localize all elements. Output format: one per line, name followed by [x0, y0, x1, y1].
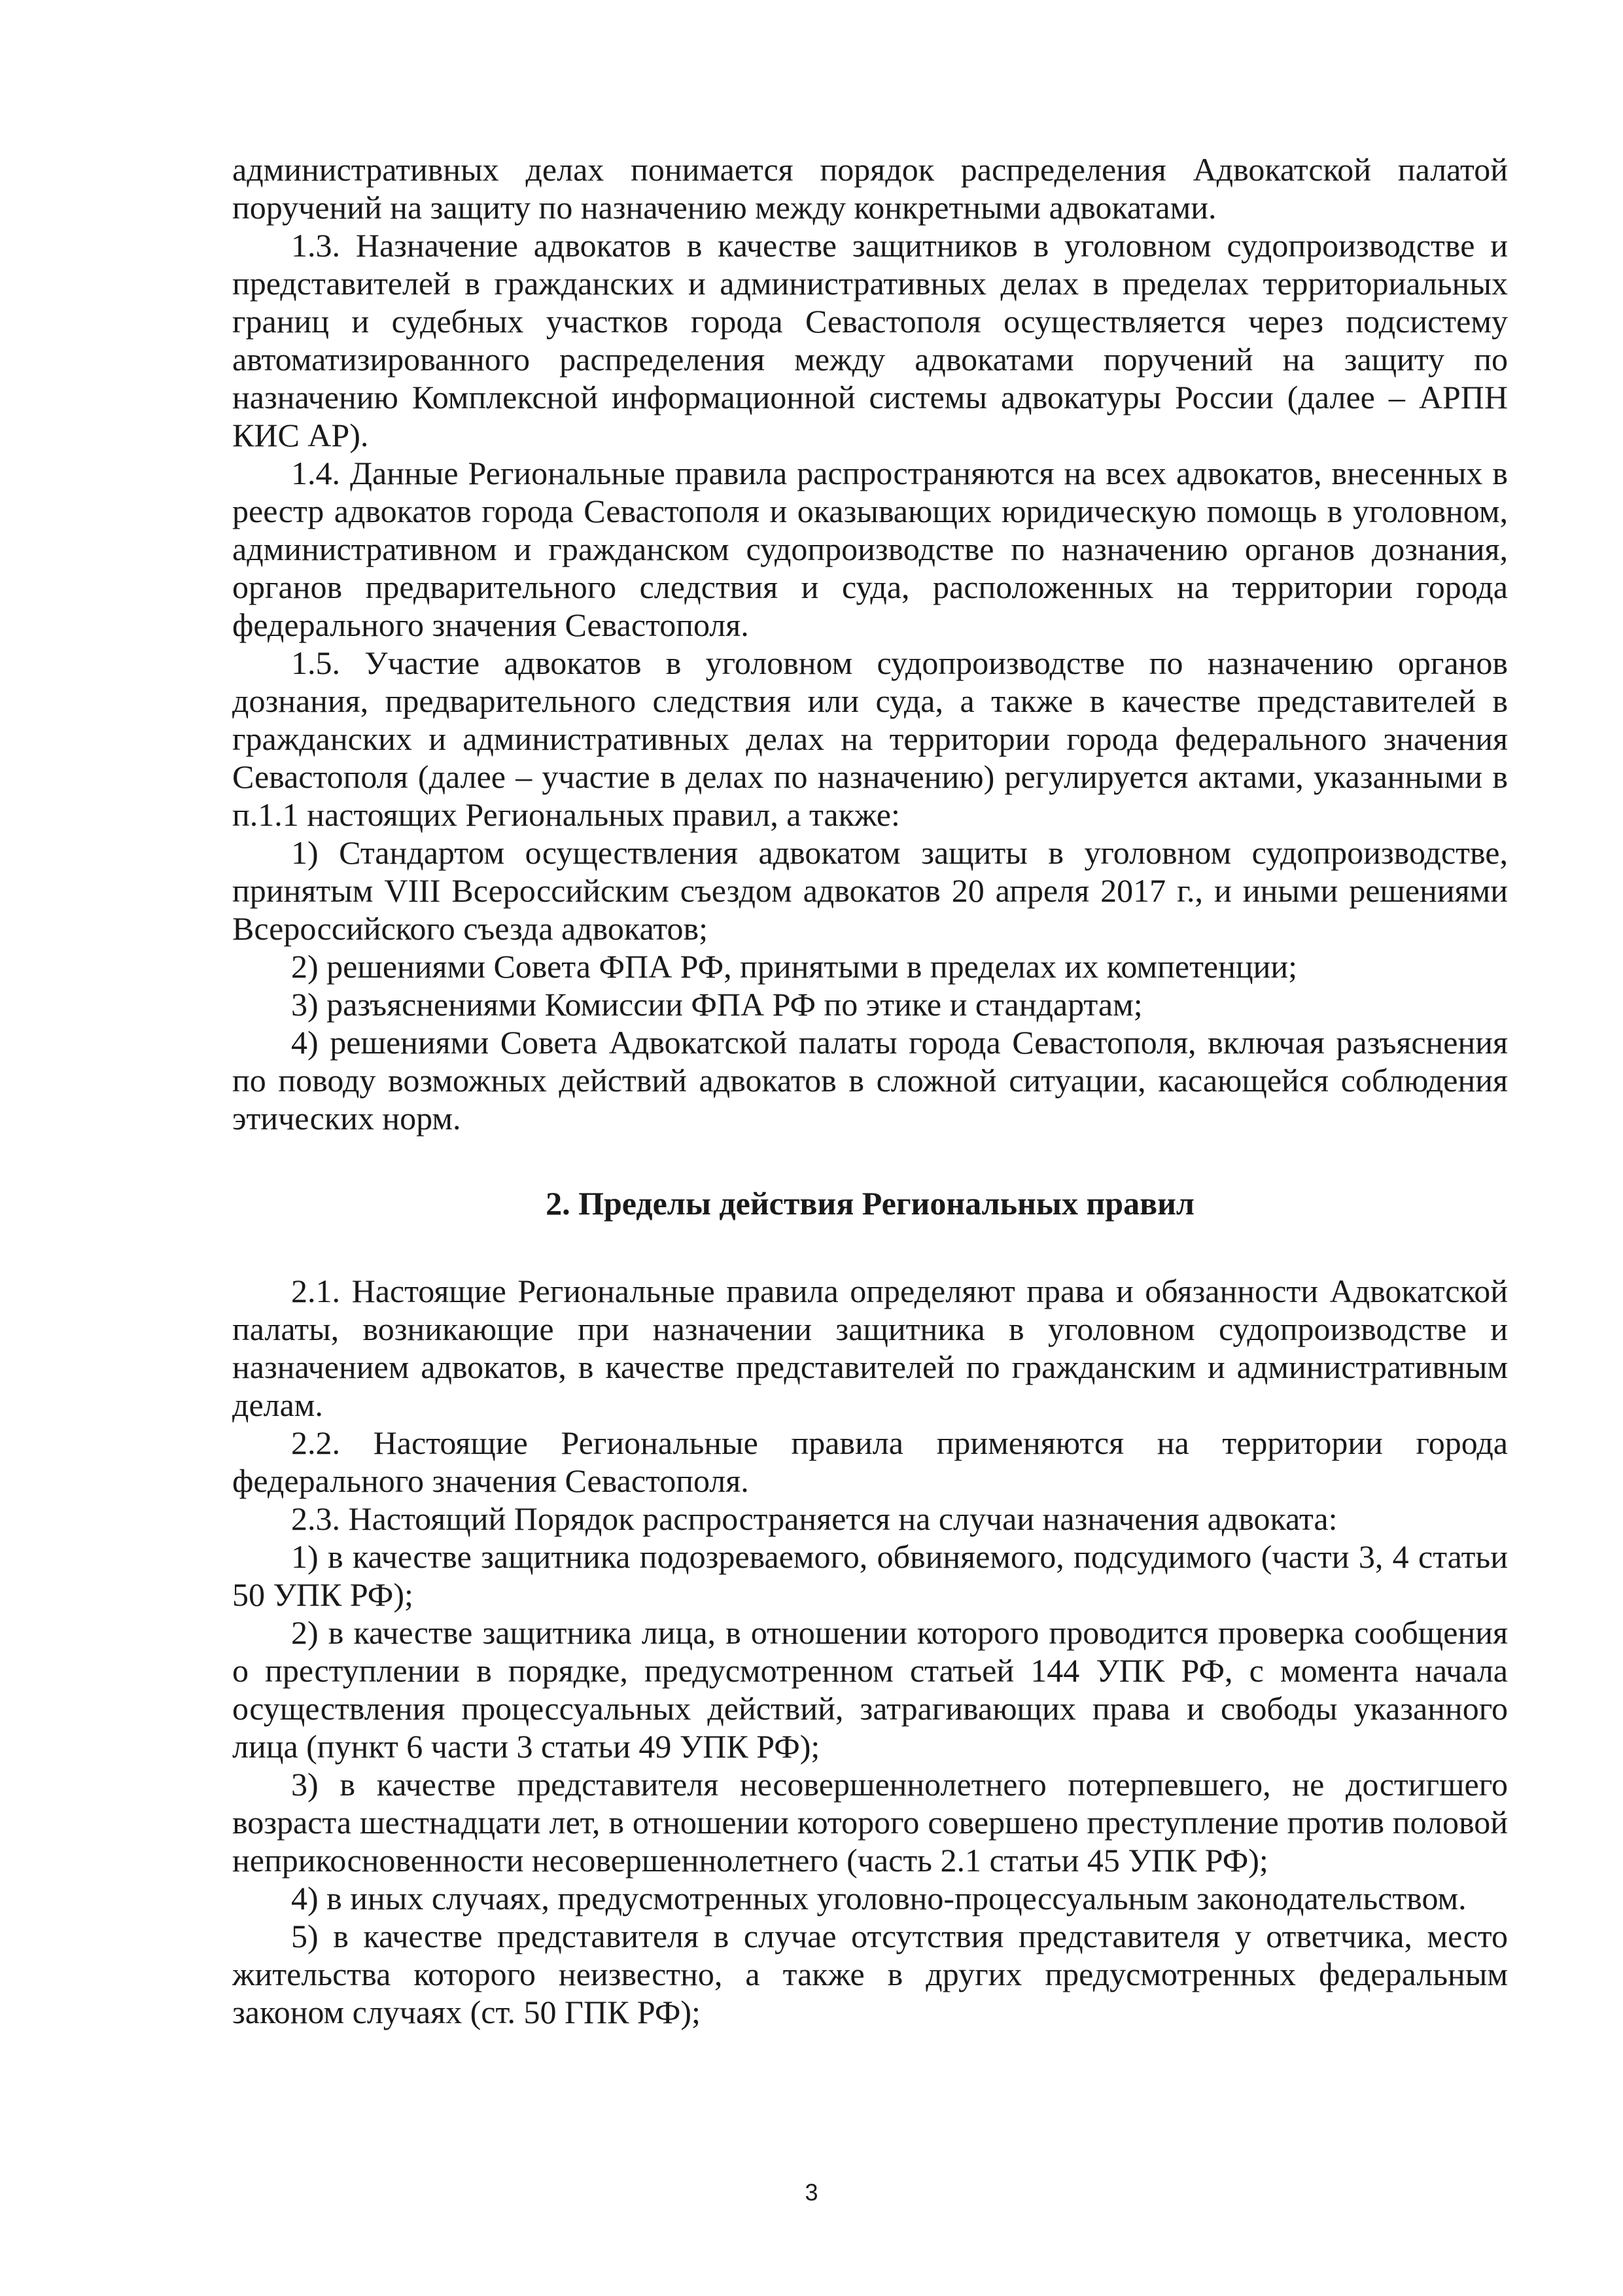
list-item-1-5-3: 3) разъяснениями Комиссии ФПА РФ по этике и стандартам;: [291, 986, 1143, 1023]
list-item-1-5-2: 2) решениями Совета ФПА РФ, принятыми в пределах их компетенции;: [291, 948, 1298, 985]
document-body: [232, 150, 1508, 2031]
page-number: 3: [805, 2179, 818, 2206]
paragraph-1-4: 1.4. Данные Региональные правила распространяются на всех адвокатов, внесенных в реестр адвокатов города Севастополя и оказывающих юридическую помощь в уголовном, административном и гражданском судопроизводстве по назначению органов дознания, органов предварительного следствия и суда, расположенных на территории города федерального значения Севастополя.: [232, 455, 1508, 643]
list-item-2-3-2: 2) в качестве защитника лица, в отношении которого проводится проверка сообщения о преступлении в порядке, предусмотренном статьей 144 УПК РФ, с момента начала осуществления процессуальных действий, затрагивающих права и свободы указанного лица (пункт 6 части 3 статьи 49 УПК РФ);: [232, 1614, 1508, 1765]
paragraph-2-3: 2.3. Настоящий Порядок распространяется на случаи назначения адвоката:: [291, 1500, 1338, 1537]
paragraph-1-5: 1.5. Участие адвокатов в уголовном судопроизводстве по назначению органов дознания, предварительного следствия или суда, а также в качестве представителей в гражданских и административных делах на территории города федерального значения Севастополя (далее – участие в делах по назначению) регулируется актами, указанными в п.1.1 настоящих Региональных правил, а также:: [232, 645, 1508, 833]
paragraph-continuation: административных делах понимается порядок распределения Адвокатской палатой поручений на защиту по назначению между конкретными адвокатами.: [232, 151, 1508, 226]
paragraph-2-1: 2.1. Настоящие Региональные правила определяют права и обязанности Адвокатской палаты, возникающие при назначении защитника в уголовном судопроизводстве и назначением адвокатов, в качестве представителей по гражданским и административным делам.: [232, 1273, 1508, 1423]
list-item-1-5-1: 1) Стандартом осуществления адвокатом защиты в уголовном судопроизводстве, принятым VIII Всероссийским съездом адвокатов 20 апреля 2017 г., и иными решениями Всероссийского съезда адвокатов;: [232, 834, 1508, 947]
paragraph-1-3: 1.3. Назначение адвокатов в качестве защитников в уголовном судопроизводстве и представителей в гражданских и административных делах в пределах территориальных границ и судебных участков города Севастополя осуществляется через подсистему автоматизированного распределения между адвокатами поручений на защиту по назначению Комплексной информационной системы адвокатуры России (далее – АРПН КИС АР).: [232, 227, 1508, 453]
list-item-2-3-3: 3) в качестве представителя несовершеннолетнего потерпевшего, не достигшего возраста шестнадцати лет, в отношении которого совершено преступление против половой неприкосновенности несовершеннолетнего (часть 2.1 статьи 45 УПК РФ);: [232, 1766, 1508, 1879]
section-heading: 2. Пределы действия Региональных правил: [546, 1185, 1195, 1222]
paragraph-2-2: 2.2. Настоящие Региональные правила применяются на территории города федерального значения Севастополя.: [232, 1424, 1508, 1499]
list-item-2-3-4: 4) в иных случаях, предусмотренных уголовно-процессуальным законодательством.: [291, 1880, 1467, 1916]
list-item-1-5-4: 4) решениями Совета Адвокатской палаты города Севастополя, включая разъяснения по поводу возможных действий адвокатов в сложной ситуации, касающейся соблюдения этических норм.: [232, 1024, 1508, 1137]
list-item-2-3-1: 1) в качестве защитника подозреваемого, обвиняемого, подсудимого (части 3, 4 статьи 50 УПК РФ);: [232, 1538, 1508, 1613]
list-item-2-3-5: 5) в качестве представителя в случае отсутствия представителя у ответчика, место жительства которого неизвестно, а также в других предусмотренных федеральным законом случаях (ст. 50 ГПК РФ);: [232, 1918, 1508, 2030]
